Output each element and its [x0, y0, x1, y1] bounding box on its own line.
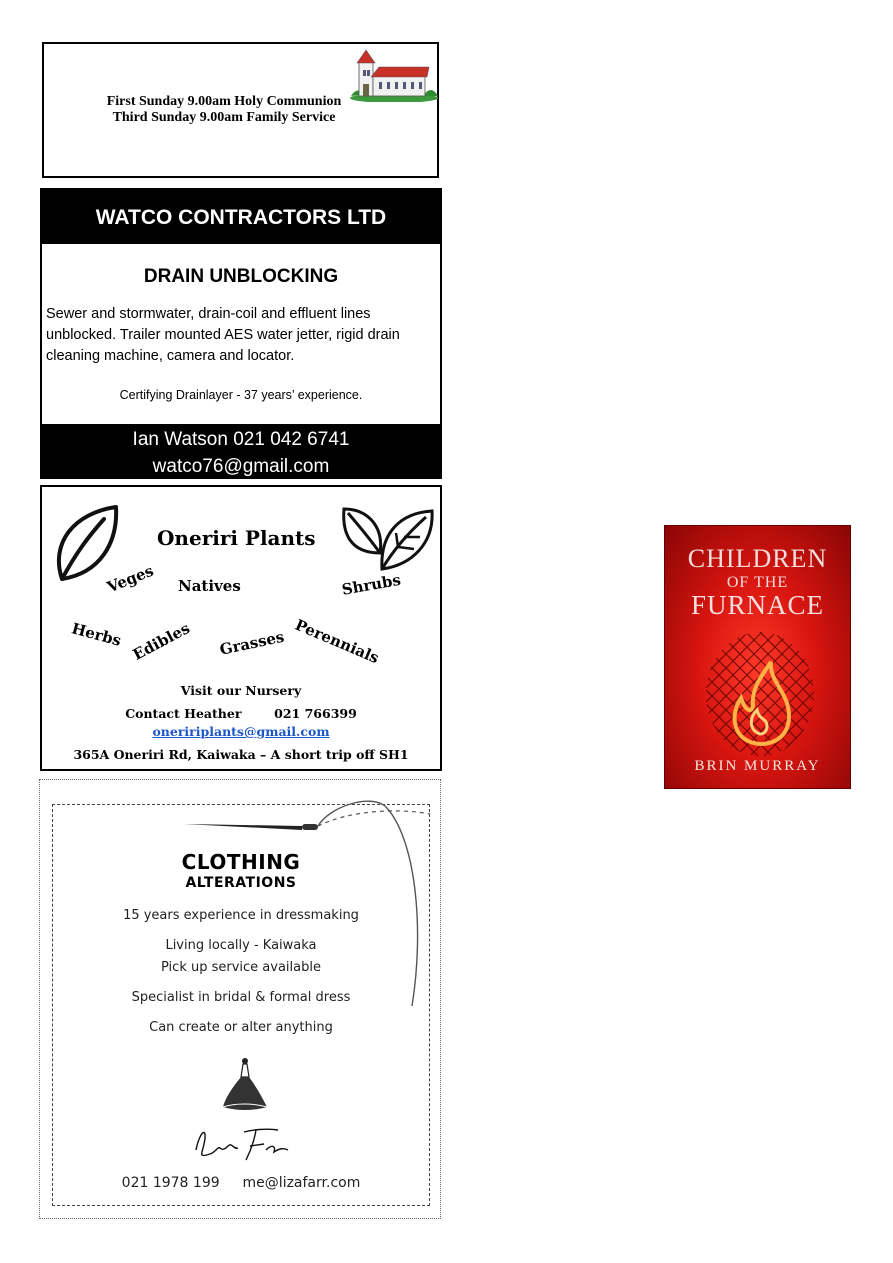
certification-text: Certifying Drainlayer - 37 years’ experience. — [119, 388, 363, 402]
book-title-line1: CHILDREN — [687, 544, 828, 573]
contact-line — [40, 1175, 442, 1191]
flame-icon — [705, 626, 815, 756]
service-description: Sewer and stormwater, drain-coil and effluent lines unblocked. Trailer mounted AES water jetter, rigid drain cleaning machine, camera and locator. — [46, 306, 400, 364]
word-edibles: Edibles — [129, 619, 193, 664]
company-name: WATCO CONTRACTORS LTD — [42, 190, 440, 244]
location-line: Living locally - Kaiwaka — [165, 938, 317, 953]
dress-icon — [215, 1055, 275, 1115]
clothing-subtitle: ALTERATIONS — [185, 875, 297, 891]
word-perennials: Perennials — [292, 615, 382, 668]
nursery-title: Oneriri Plants — [157, 526, 316, 550]
contact-email[interactable]: me@lizafarr.com — [242, 1175, 361, 1191]
contact-name: Contact Heather — [125, 706, 242, 721]
word-herbs: Herbs — [69, 619, 124, 650]
word-natives: Natives — [178, 577, 241, 595]
leaves-icon — [340, 503, 436, 577]
service-time-first-sunday: First Sunday 9.00am Holy Communion — [106, 94, 342, 109]
leaf-icon — [54, 503, 122, 583]
oneriri-plants-ad — [40, 485, 442, 771]
signature-logo — [190, 1120, 300, 1165]
experience-line: 15 years experience in dressmaking — [123, 908, 359, 923]
contact-line — [42, 706, 440, 721]
needle-thread-icon — [180, 786, 440, 1016]
book-title-line2: OF THE — [726, 574, 789, 591]
specialist-line: Specialist in bridal & formal dress — [131, 990, 351, 1005]
contact-phone: 021 1978 199 — [121, 1175, 220, 1191]
address: 365A Oneriri Rd, Kaiwaka – A short trip off SH1 — [73, 747, 409, 762]
service-time-third-sunday: Third Sunday 9.00am Family Service — [112, 110, 336, 125]
book-cover — [664, 525, 851, 789]
word-grasses: Grasses — [218, 627, 286, 659]
church-service-ad — [42, 42, 439, 178]
visit-nursery: Visit our Nursery — [180, 683, 302, 698]
watco-contractors-ad — [40, 188, 442, 479]
contact-footer — [42, 424, 440, 479]
church-icon — [349, 48, 439, 102]
contact-email[interactable]: watco76@gmail.com — [152, 456, 330, 477]
service-heading: DRAIN UNBLOCKING — [143, 266, 339, 287]
contact-phone: 021 766399 — [274, 706, 357, 721]
book-author: BRIN MURRAY — [694, 758, 821, 774]
pickup-line: Pick up service available — [161, 960, 321, 975]
email-link[interactable]: oneririplants@gmail.com — [152, 724, 330, 739]
book-title-line3: FURNACE — [690, 590, 825, 620]
clothing-title: CLOTHING — [181, 850, 301, 874]
email-line — [42, 724, 440, 739]
contact-phone: Ian Watson 021 042 6741 — [132, 429, 350, 450]
word-shrubs: Shrubs — [340, 570, 403, 599]
word-veges: Veges — [104, 561, 157, 597]
create-line: Can create or alter anything — [149, 1020, 333, 1035]
clothing-alterations-ad — [39, 779, 441, 1219]
